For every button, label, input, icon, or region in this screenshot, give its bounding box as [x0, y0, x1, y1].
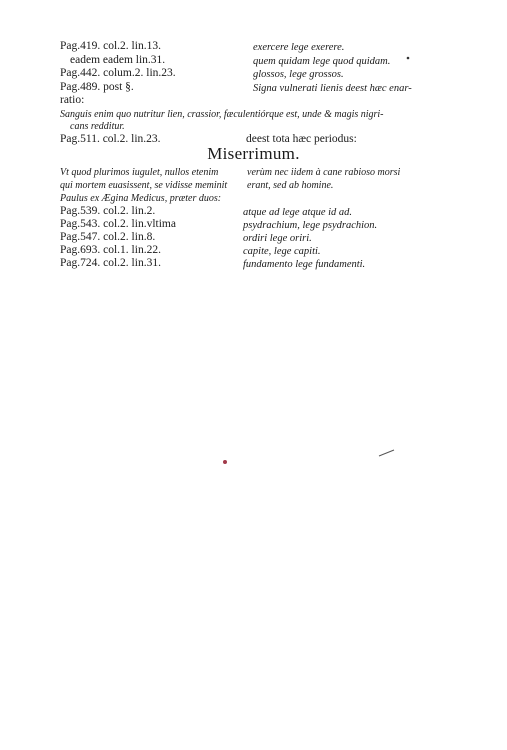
errata-note: capite, lege capiti.	[243, 246, 321, 257]
errata-note: psydrachium, lege psydrachion.	[243, 220, 378, 231]
errata-note: glossos, lege grossos.	[253, 69, 344, 80]
errata-ref: Pag.547. col.2. lin.8.	[60, 231, 156, 243]
errata-note: fundamento lege fundamenti.	[243, 259, 366, 270]
errata-note: quem quidam lege quod quidam.	[253, 56, 391, 67]
errata-ref: Pag.442. colum.2. lin.23.	[60, 67, 176, 79]
passage-left: Vt quod plurimos iugulet, nullos etenim	[60, 167, 219, 178]
ink-speck-icon	[221, 458, 229, 466]
errata-continuation: cans redditur.	[70, 121, 125, 132]
errata-note: Signa vulnerati lienis deest hæc enar-	[253, 83, 412, 94]
errata-ref: Pag.539. col.2. lin.2.	[60, 205, 156, 217]
errata-ref: Pag.724. col.2. lin.31.	[60, 257, 161, 269]
errata-continuation: Sanguis enim quo nutritur lien, crassior, fæculentiórque est, unde & magis nigri-	[60, 109, 384, 120]
errata-ratio: ratio:	[60, 94, 85, 106]
passage-right: erant, sed ab homine.	[247, 180, 334, 191]
errata-ref: Pag.419. col.2. lin.13.	[60, 40, 161, 52]
errata-note: exercere lege exerere.	[253, 42, 345, 53]
errata-ref: Pag.693. col.1. lin.22.	[60, 244, 161, 256]
paulus-line: Paulus ex Ægina Medicus, præter duos:	[60, 193, 222, 204]
passage-left: qui mortem euasissent, se vidisse meminit	[60, 180, 228, 191]
errata-ref: Pag.489. post §.	[60, 81, 134, 93]
errata-note: atque ad lege atque id ad.	[243, 207, 353, 218]
section-heading: Miserrimum.	[207, 144, 300, 163]
errata-note: ordiri lege oriri.	[243, 233, 312, 244]
errata-ref: eadem eadem lin.31.	[70, 54, 166, 66]
passage-right: verùm nec iidem à cane rabioso morsi	[247, 167, 401, 178]
errata-ref: Pag.511. col.2. lin.23.	[60, 133, 161, 145]
errata-note: deest tota hæc periodus:	[246, 133, 357, 145]
ink-speck-icon	[405, 55, 411, 61]
pen-stroke-icon	[378, 448, 396, 458]
errata-ref: Pag.543. col.2. lin.vltima	[60, 218, 176, 230]
